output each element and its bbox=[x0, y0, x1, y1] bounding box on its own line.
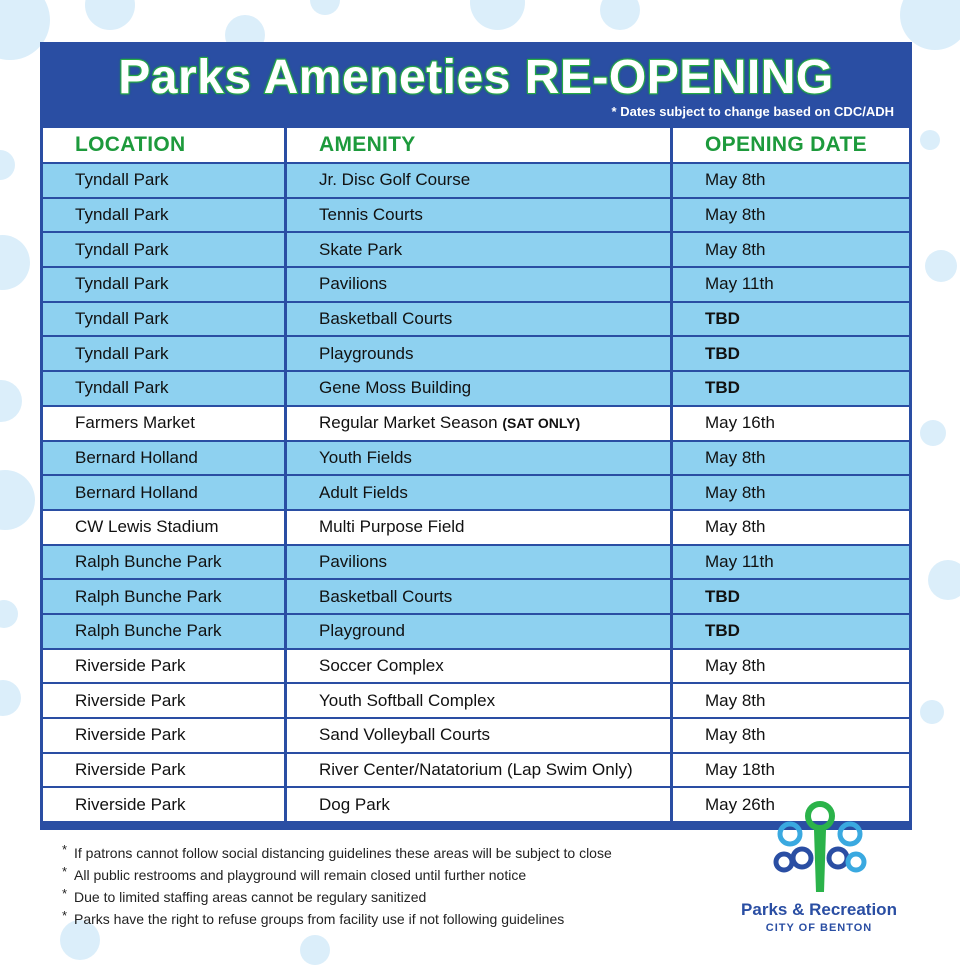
cell-opening-date: TBD bbox=[673, 580, 909, 615]
table-header-row bbox=[43, 128, 909, 164]
cell-location: Tyndall Park bbox=[43, 199, 287, 234]
amenity-label: River Center/Natatorium (Lap Swim Only) bbox=[319, 760, 633, 780]
table-row bbox=[43, 615, 909, 650]
amenity-label: Sand Volleyball Courts bbox=[319, 725, 491, 745]
cell-location: Farmers Market bbox=[43, 407, 287, 442]
cell-location: Tyndall Park bbox=[43, 268, 287, 303]
cell-location: Tyndall Park bbox=[43, 372, 287, 407]
cell-amenity bbox=[287, 719, 673, 754]
cell-amenity bbox=[287, 337, 673, 372]
column-header-location: LOCATION bbox=[43, 128, 287, 164]
cell-opening-date: May 8th bbox=[673, 199, 909, 234]
table-row bbox=[43, 442, 909, 477]
cell-opening-date: May 8th bbox=[673, 650, 909, 685]
cell-opening-date: May 11th bbox=[673, 268, 909, 303]
cell-opening-date: May 8th bbox=[673, 719, 909, 754]
table-row bbox=[43, 337, 909, 372]
cell-amenity bbox=[287, 788, 673, 823]
amenity-label: Jr. Disc Golf Course bbox=[319, 170, 471, 190]
amenities-table bbox=[43, 128, 909, 823]
amenity-label: Basketball Courts bbox=[319, 586, 453, 606]
cell-location: Riverside Park bbox=[43, 684, 287, 719]
footnote: * All public restrooms and playground will remain closed until further notice bbox=[62, 864, 742, 886]
table-row bbox=[43, 199, 909, 234]
amenity-label: Multi Purpose Field bbox=[319, 517, 465, 537]
cell-amenity bbox=[287, 268, 673, 303]
cell-amenity bbox=[287, 650, 673, 685]
footnotes bbox=[62, 842, 742, 930]
amenity-label: Adult Fields bbox=[319, 482, 408, 502]
cell-location: Riverside Park bbox=[43, 754, 287, 789]
page-title: Parks Ameneties RE-OPENING bbox=[118, 51, 834, 104]
table-row bbox=[43, 476, 909, 511]
column-header-amenity: AMENITY bbox=[287, 128, 673, 164]
table-row bbox=[43, 372, 909, 407]
amenity-label: Basketball Courts bbox=[319, 309, 453, 329]
cell-amenity bbox=[287, 476, 673, 511]
cell-location: Ralph Bunche Park bbox=[43, 580, 287, 615]
footnote: * Parks have the right to refuse groups from facility use if not following guidelines bbox=[62, 908, 742, 930]
cell-location: Riverside Park bbox=[43, 650, 287, 685]
amenity-label: Pavilions bbox=[319, 274, 388, 294]
table-row bbox=[43, 719, 909, 754]
table-row bbox=[43, 268, 909, 303]
amenity-label: Soccer Complex bbox=[319, 655, 444, 675]
amenity-label: Youth Fields bbox=[319, 447, 412, 467]
amenity-label: Pavilions bbox=[319, 551, 388, 571]
cell-amenity bbox=[287, 684, 673, 719]
cell-opening-date: May 16th bbox=[673, 407, 909, 442]
cell-opening-date: May 8th bbox=[673, 164, 909, 199]
cell-amenity bbox=[287, 372, 673, 407]
amenity-label: Regular Market Season bbox=[319, 413, 498, 433]
table-row bbox=[43, 650, 909, 685]
cell-location: Tyndall Park bbox=[43, 164, 287, 199]
cell-location: CW Lewis Stadium bbox=[43, 511, 287, 546]
cell-opening-date: May 8th bbox=[673, 476, 909, 511]
cell-location: Bernard Holland bbox=[43, 442, 287, 477]
cell-amenity bbox=[287, 754, 673, 789]
date-disclaimer: * Dates subject to change based on CDC/ADH bbox=[611, 104, 894, 119]
cell-location: Riverside Park bbox=[43, 788, 287, 823]
cell-location: Ralph Bunche Park bbox=[43, 546, 287, 581]
cell-amenity bbox=[287, 511, 673, 546]
cell-amenity bbox=[287, 303, 673, 338]
cell-opening-date: May 8th bbox=[673, 684, 909, 719]
amenities-card bbox=[40, 42, 912, 830]
cell-amenity bbox=[287, 615, 673, 650]
parks-recreation-logo bbox=[724, 796, 924, 946]
table-row bbox=[43, 511, 909, 546]
title-bar bbox=[40, 42, 912, 126]
table-row bbox=[43, 546, 909, 581]
table-row bbox=[43, 233, 909, 268]
amenity-label: Tennis Courts bbox=[319, 205, 423, 225]
table-row bbox=[43, 164, 909, 199]
cell-amenity bbox=[287, 233, 673, 268]
footnote: * Due to limited staffing areas cannot be regulary sanitized bbox=[62, 886, 742, 908]
cell-amenity bbox=[287, 199, 673, 234]
cell-location: Bernard Holland bbox=[43, 476, 287, 511]
cell-opening-date: May 11th bbox=[673, 546, 909, 581]
cell-amenity bbox=[287, 407, 673, 442]
table-row bbox=[43, 407, 909, 442]
cell-opening-date: May 26th bbox=[673, 788, 909, 823]
column-header-opening-date: OPENING DATE bbox=[673, 128, 909, 164]
cell-opening-date: TBD bbox=[673, 303, 909, 338]
amenity-label: Dog Park bbox=[319, 794, 390, 814]
cell-location: Tyndall Park bbox=[43, 303, 287, 338]
logo-name: Parks & Recreation bbox=[741, 900, 897, 919]
amenity-label: Playground bbox=[319, 621, 406, 641]
table-row bbox=[43, 580, 909, 615]
cell-location: Tyndall Park bbox=[43, 233, 287, 268]
amenity-label: Skate Park bbox=[319, 239, 403, 259]
amenity-label: Youth Softball Complex bbox=[319, 690, 496, 710]
footnote: * If patrons cannot follow social distancing guidelines these areas will be subject to close bbox=[62, 842, 742, 864]
cell-amenity bbox=[287, 164, 673, 199]
cell-opening-date: May 8th bbox=[673, 511, 909, 546]
cell-opening-date: May 8th bbox=[673, 442, 909, 477]
tree-logo-icon bbox=[724, 796, 924, 900]
cell-amenity bbox=[287, 546, 673, 581]
amenity-note: (SAT ONLY) bbox=[502, 415, 581, 432]
table-row bbox=[43, 303, 909, 338]
cell-location: Tyndall Park bbox=[43, 337, 287, 372]
cell-opening-date: May 8th bbox=[673, 233, 909, 268]
table-row bbox=[43, 754, 909, 789]
cell-location: Ralph Bunche Park bbox=[43, 615, 287, 650]
cell-opening-date: TBD bbox=[673, 615, 909, 650]
cell-opening-date: TBD bbox=[673, 372, 909, 407]
logo-city: CITY OF BENTON bbox=[765, 922, 873, 934]
amenity-label: Playgrounds bbox=[319, 343, 414, 363]
amenity-label: Gene Moss Building bbox=[319, 378, 472, 398]
cell-opening-date: May 18th bbox=[673, 754, 909, 789]
table-row bbox=[43, 684, 909, 719]
cell-amenity bbox=[287, 442, 673, 477]
cell-opening-date: TBD bbox=[673, 337, 909, 372]
cell-amenity bbox=[287, 580, 673, 615]
cell-location: Riverside Park bbox=[43, 719, 287, 754]
